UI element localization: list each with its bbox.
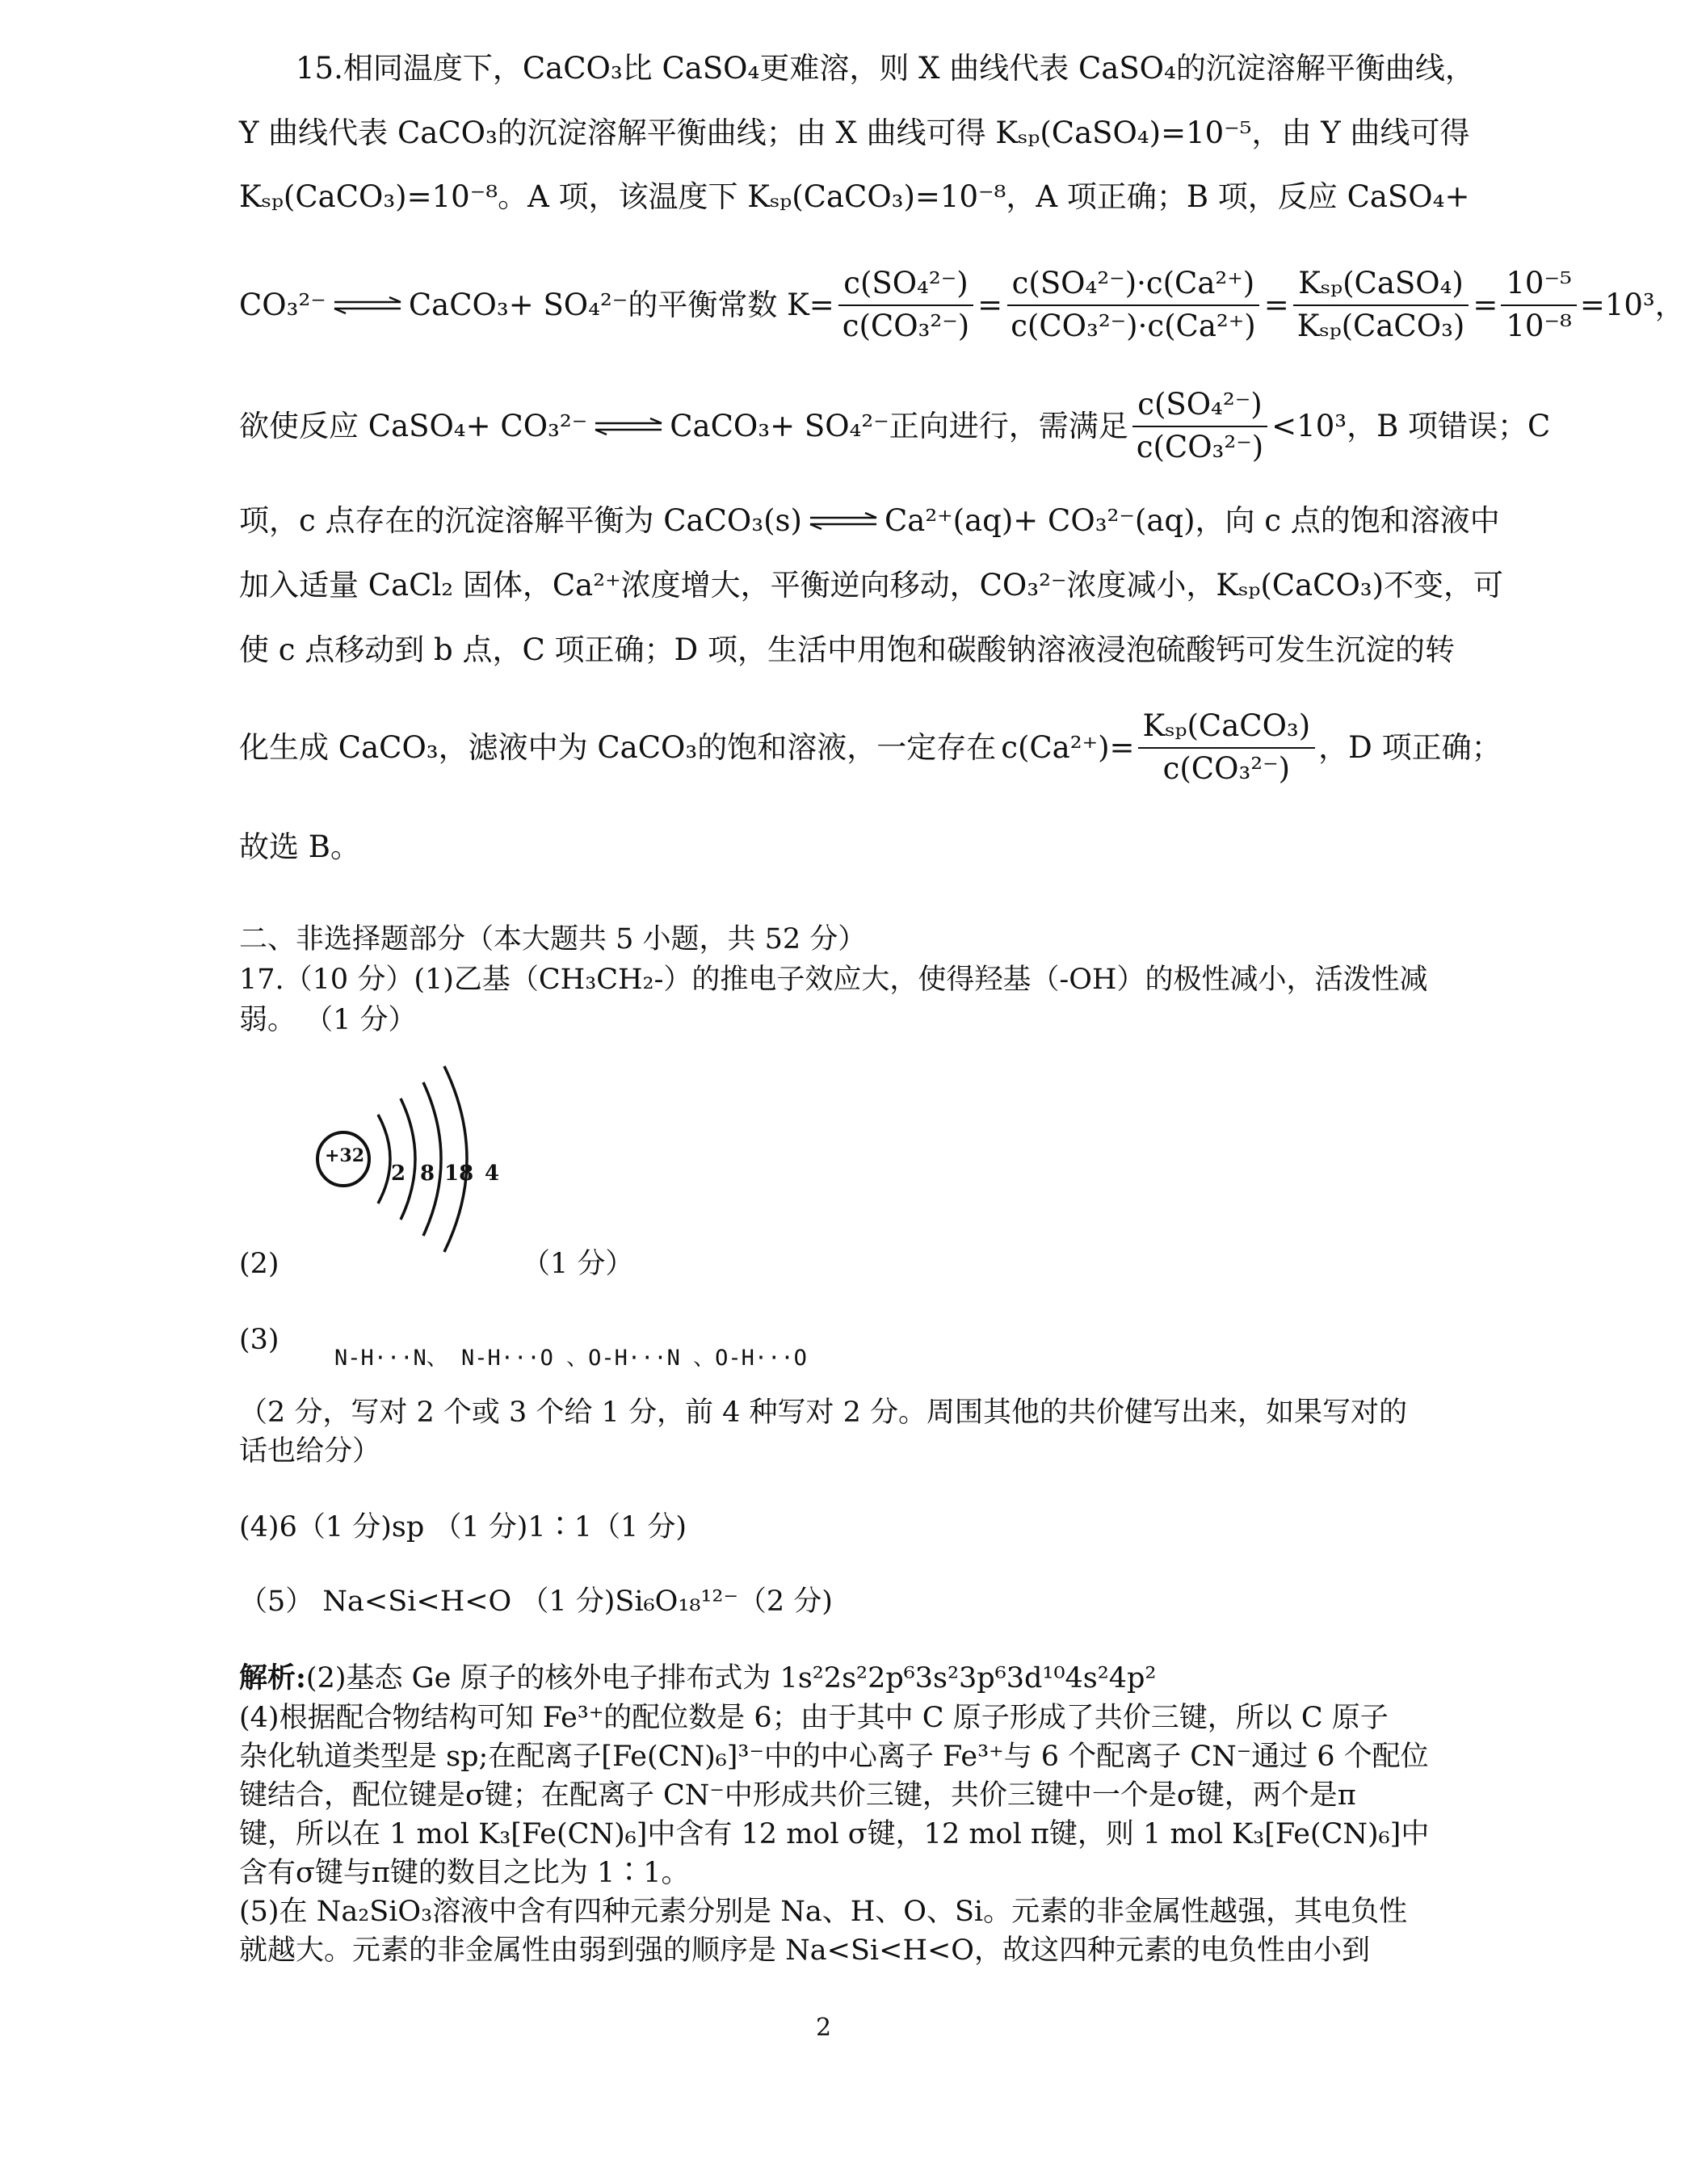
frac-den: c(CO₃²⁻) xyxy=(842,308,970,343)
part-5-answer: （5） Na<Si<H<O （1 分)Si₆O₁₈¹²⁻（2 分) xyxy=(239,1586,833,1618)
analysis-label: 解析: xyxy=(239,1661,306,1695)
k-result: =10³， xyxy=(1579,288,1685,323)
fraction-condition xyxy=(1132,389,1268,464)
part-4-answer: (4)6（1 分)sp （1 分)1∶1（1 分) xyxy=(239,1511,687,1544)
equilibrium-arrow-icon xyxy=(333,296,402,314)
analysis-line-6: 含有σ键与π键的数目之比为 1∶1。 xyxy=(239,1857,690,1889)
p15-line-5-mid: CaCO₃+ SO₄²⁻正向进行，需满足 xyxy=(670,409,1128,444)
analysis-line-8: 就越大。元素的非金属性由弱到强的顺序是 Na<Si<H<O，故这四种元素的电负性由小到 xyxy=(239,1934,1370,1967)
part-2-label: (2) xyxy=(239,1248,279,1280)
q17-line-1: 17.（10 分）(1)乙基（CH₃CH₂-）的推电子效应大，使得羟基（-OH）的极性减小，活泼性减 xyxy=(239,964,1428,996)
nucleus-charge: +32 xyxy=(325,1145,365,1166)
analysis-line-2: (4)根据配合物结构可知 Fe³⁺的配位数是 6；由于其中 C 原子形成了共价三键，所以 C 原子 xyxy=(239,1702,1389,1734)
analysis-line-7: (5)在 Na₂SiO₃溶液中含有四种元素分别是 Na、H、O、Si。元素的非金属性越强，其电负性 xyxy=(239,1896,1408,1928)
equilibrium-products: CaCO₃+ SO₄²⁻的平衡常数 K= xyxy=(408,288,834,323)
fraction-k-3 xyxy=(1292,268,1470,342)
fraction-k-2 xyxy=(1006,268,1261,342)
frac-num: c(SO₄²⁻) xyxy=(838,268,973,306)
analysis-text: (2)基态 Ge 原子的核外电子排布式为 1s²2s²2p⁶3s²3p⁶3d¹⁰4s²4p² xyxy=(305,1662,1157,1695)
ca-concentration: c(Ca²⁺)= xyxy=(1001,730,1135,766)
equilibrium-arrow-icon xyxy=(594,418,663,435)
p15-line-5 xyxy=(239,389,1550,464)
frac-den: 10⁻⁸ xyxy=(1506,308,1572,343)
p15-line-6 xyxy=(239,503,1500,538)
analysis-line-5: 键，所以在 1 mol K₃[Fe(CN)₆]中含有 12 mol σ键，12 mol π键，则 1 mol K₃[Fe(CN)₆]中 xyxy=(239,1818,1430,1850)
analysis-line-1 xyxy=(239,1661,1157,1695)
part-3-label: (3) xyxy=(239,1324,279,1356)
p15-line-10: 故选 B。 xyxy=(239,830,360,864)
part-3-note-1: （2 分，写对 2 个或 3 个给 1 分，前 4 种写对 2 分。周围其他的共价健写出来，如果写对的 xyxy=(239,1396,1407,1429)
shell-1-count: 2 xyxy=(391,1161,406,1186)
p15-line-2: Y 曲线代表 CaCO₃的沉淀溶解平衡曲线；由 X 曲线可得 Kₛₚ(CaSO₄)=10⁻⁵，由 Y 曲线可得 xyxy=(239,116,1470,150)
fraction-ksp-ratio xyxy=(1138,708,1316,786)
frac-den: c(CO₃²⁻) xyxy=(1162,750,1291,786)
co3-ion: CO₃²⁻ xyxy=(239,288,326,323)
frac-num: Kₛₚ(CaCO₃) xyxy=(1138,711,1316,749)
p15-line-9-end: ，D 项正确； xyxy=(1318,730,1502,766)
p15-line-7: 加入适量 CaCl₂ 固体，Ca²⁺浓度增大，平衡逆向移动，CO₃²⁻浓度减小，Kₛₚ(CaCO₃)不变，可 xyxy=(239,568,1504,603)
fraction-k-4 xyxy=(1501,268,1576,342)
p15-line-6-start: 项，c 点存在的沉淀溶解平衡为 CaCO₃(s) xyxy=(239,503,802,538)
p15-line-1: 15.相同温度下，CaCO₃比 CaSO₄更难溶，则 X 曲线代表 CaSO₄的沉淀溶解平衡曲线， xyxy=(296,51,1475,86)
frac-den: Kₛₚ(CaCO₃) xyxy=(1296,308,1465,343)
p15-line-4: CO₃²⁻ CaCO₃+ SO₄²⁻的平衡常数 K= $\frac{\text{c(SO₄²⁻)}}{\text{c(CO₃²⁻)}}$ = $\frac{\text{c(SO₄²⁻)·c(Ca²⁺)}}{\text{c(CO₃²⁻)·c(Ca²⁺)}}$ = $\frac{\text{Kₛₚ(CaSO₄)}}{\text{Kₛₚ(CaCO₃)}}$ = $\frac{\text{10⁻⁵}}{\text{10⁻⁸}}$ =10³， xyxy=(239,266,1685,343)
hydrogen-bonds: N-H···N、 N-H···O 、O-H···N 、O-H···O xyxy=(334,1346,807,1371)
p15-line-9-start: 化生成 CaCO₃，滤液中为 CaCO₃的饱和溶液，一定存在 xyxy=(239,730,997,766)
analysis-line-4: 键结合，配位键是σ键；在配离子 CN⁻中形成共价三键，共价三键中一个是σ键，两个是π xyxy=(239,1779,1356,1812)
frac-den: c(CO₃²⁻)·c(Ca²⁺) xyxy=(1011,308,1256,343)
shell-2-count: 8 xyxy=(420,1161,435,1186)
ge-atom-diagram xyxy=(307,1066,517,1300)
frac-num: c(SO₄²⁻) xyxy=(1132,389,1267,427)
p15-line-3: Kₛₚ(CaCO₃)=10⁻⁸。A 项，该温度下 Kₛₚ(CaCO₃)=10⁻⁸，A 项正确；B 项，反应 CaSO₄+ xyxy=(239,179,1470,214)
frac-num: c(SO₄²⁻)·c(Ca²⁺) xyxy=(1007,268,1260,306)
page-number: 2 xyxy=(816,2014,832,2042)
p15-line-5-start: 欲使反应 CaSO₄+ CO₃²⁻ xyxy=(239,409,588,444)
fraction-k-1 xyxy=(838,268,974,342)
shell-3-count: 18 xyxy=(444,1161,474,1186)
p15-line-9 xyxy=(239,708,1502,786)
frac-den: c(CO₃²⁻) xyxy=(1136,429,1264,464)
frac-num: Kₛₚ(CaSO₄) xyxy=(1293,268,1469,306)
p15-line-6-end: Ca²⁺(aq)+ CO₃²⁻(aq)，向 c 点的饱和溶液中 xyxy=(884,503,1500,538)
frac-num: 10⁻⁵ xyxy=(1501,268,1576,306)
shell-4-count: 4 xyxy=(485,1161,500,1186)
equilibrium-arrow-icon xyxy=(809,512,878,530)
part-2-score: （1 分） xyxy=(522,1248,634,1280)
p15-line-8: 使 c 点移动到 b 点，C 项正确；D 项，生活中用饱和碳酸钠溶液浸泡硫酸钙可发生沉淀的转 xyxy=(239,632,1455,667)
analysis-line-3: 杂化轨道类型是 sp;在配离子[Fe(CN)₆]³⁻中的中心离子 Fe³⁺与 6 个配离子 CN⁻通过 6 个配位 xyxy=(239,1741,1429,1773)
q17-line-2: 弱。 （1 分） xyxy=(239,1004,417,1036)
p15-line-5-end: <10³，B 项错误；C xyxy=(1271,409,1551,444)
section-heading: 二、非选择题部分（本大题共 5 小题，共 52 分） xyxy=(239,923,867,956)
part-3-note-2: 话也给分） xyxy=(239,1435,381,1468)
